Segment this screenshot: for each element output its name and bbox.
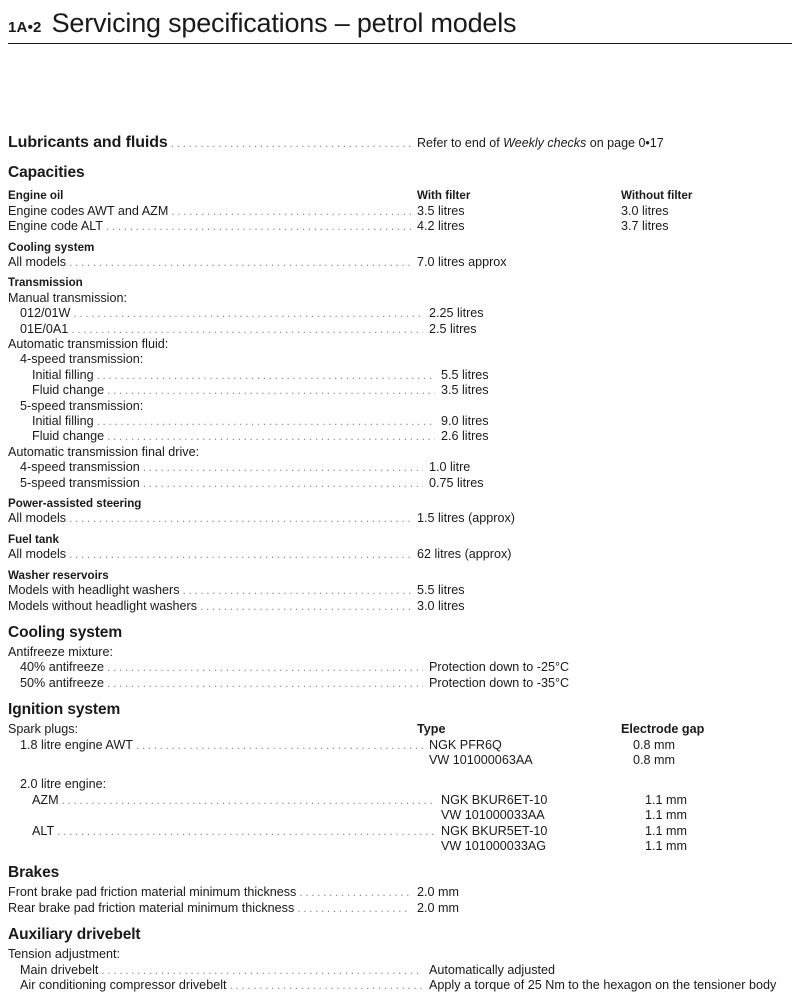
spec-label: Engine code ALT	[8, 219, 103, 234]
spec-row-cooling-system	[8, 240, 792, 255]
spec-label: Manual transmission:	[8, 290, 127, 305]
label-cell	[20, 306, 429, 321]
label-cell	[8, 337, 417, 352]
page-title: Servicing specifications – petrol models	[51, 8, 517, 38]
label-cell	[8, 532, 417, 547]
section-heading-label: Cooling system	[8, 623, 123, 641]
spec-row-5-speed-transmission	[8, 476, 800, 491]
label-cell	[20, 476, 429, 491]
spec-label: Washer reservoirs	[8, 568, 109, 582]
spec-label: Air conditioning compressor drivebelt	[20, 978, 227, 992]
spec-row-fluid-change	[8, 383, 800, 398]
spec-label: Models with headlight washers	[8, 583, 180, 598]
spec-row-manual-transmission	[8, 291, 792, 306]
label-cell	[32, 414, 441, 429]
spec-value-primary: With filter	[417, 189, 471, 203]
label-cell	[8, 240, 417, 255]
spec-value-secondary: 1.1 mm	[645, 823, 687, 838]
spec-label: All models	[8, 254, 67, 269]
spec-label: Fluid change	[32, 429, 105, 444]
spec-row-models-with-headlight-washers	[8, 583, 792, 598]
spec-label: All models	[8, 511, 67, 526]
spec-row-vw-101000063aa	[8, 753, 800, 768]
spec-value-primary: 9.0 litres	[441, 414, 489, 429]
label-cell	[8, 255, 417, 270]
spec-row-air-conditioning-compressor-drivebelt	[8, 978, 800, 993]
spec-value	[417, 133, 792, 154]
spec-label: Engine oil	[8, 189, 64, 203]
dot-leader	[71, 322, 423, 337]
spec-label: 4-speed transmission	[20, 460, 140, 475]
dot-leader	[183, 583, 411, 598]
dot-leader	[97, 368, 435, 383]
spec-row-4-speed-transmission	[8, 460, 800, 475]
spec-label: Automatic transmission final drive:	[8, 444, 200, 459]
dot-leader	[171, 133, 411, 154]
label-cell	[20, 660, 429, 675]
label-cell	[8, 291, 417, 306]
dot-leader	[106, 219, 411, 234]
label-cell	[8, 204, 417, 219]
label-cell	[32, 368, 441, 383]
spec-label: Initial filling	[32, 414, 94, 429]
spec-value-primary: 2.25 litres	[429, 306, 484, 321]
spec-label: Automatic transmission fluid:	[8, 337, 169, 351]
section-heading-label: Capacities	[8, 164, 85, 182]
label-cell	[8, 547, 417, 562]
spec-label: All models	[8, 547, 67, 562]
spec-row-engine-codes-awt-and-azm	[8, 204, 792, 219]
spec-value-primary: 1.5 litres (approx)	[417, 511, 515, 526]
label-cell	[8, 132, 417, 154]
spec-label: 50% antifreeze	[20, 675, 105, 690]
label-cell	[8, 901, 417, 916]
spec-value-primary: 2.0 mm	[417, 885, 459, 900]
label-cell	[20, 322, 429, 337]
dot-leader	[107, 383, 435, 398]
spec-row-engine-code-alt	[8, 219, 792, 234]
spec-row-antifreeze-mixture	[8, 645, 792, 660]
section-heading-label: Brakes	[8, 864, 60, 882]
spec-label: Lubricants and fluids	[8, 134, 168, 152]
label-cell	[8, 568, 417, 583]
dot-leader	[171, 204, 411, 219]
spec-row-spark-plugs	[8, 722, 792, 737]
spec-row-main-drivebelt	[8, 963, 800, 978]
dot-leader	[230, 978, 424, 993]
spec-value-secondary: 0.8 mm	[633, 752, 675, 767]
spec-label: Models without headlight washers	[8, 598, 198, 613]
spec-value-secondary: 1.1 mm	[645, 838, 687, 853]
spec-row-all-models	[8, 255, 792, 270]
spec-row-azm	[8, 793, 800, 808]
spec-value-secondary: 0.8 mm	[633, 737, 675, 752]
spec-label: 40% antifreeze	[20, 660, 105, 675]
spec-label: 5-speed transmission	[20, 475, 140, 490]
dot-leader	[297, 901, 411, 916]
spec-row-front-brake-pad-friction-material-minimum-thickness	[8, 885, 792, 900]
label-cell	[8, 947, 417, 962]
label-cell	[8, 722, 417, 737]
label-cell	[8, 885, 417, 900]
spec-row-fuel-tank	[8, 532, 792, 547]
dot-leader	[69, 255, 411, 270]
spec-value-secondary: 3.7 litres	[621, 219, 669, 234]
spec-row-transmission	[8, 275, 792, 290]
spec-value-primary: 4.2 litres	[417, 219, 465, 234]
spec-label: Fluid change	[32, 383, 105, 398]
spec-value-secondary: 1.1 mm	[645, 792, 687, 807]
section-heading-brakes	[8, 863, 792, 883]
spec-label: Transmission	[8, 276, 83, 290]
spec-value-primary: 62 litres (approx)	[417, 547, 512, 562]
spec-row-2-0-litre-engine	[8, 777, 800, 792]
spec-row-initial-filling	[8, 368, 800, 383]
spec-row-vw-101000033aa	[8, 808, 800, 823]
label-cell	[8, 496, 417, 511]
spec-value-primary: 5.5 litres	[417, 583, 465, 598]
spec-value-primary: NGK PFR6Q	[429, 737, 502, 752]
dot-leader	[101, 963, 423, 978]
spec-value-primary: 2.6 litres	[441, 429, 489, 444]
spec-value-primary: Protection down to -25°C	[429, 660, 570, 675]
spec-value-primary: 3.5 litres	[441, 383, 489, 398]
section-heading-label: Ignition system	[8, 701, 121, 719]
spec-value-primary: VW 101000033AG	[441, 838, 547, 853]
spec-label: Cooling system	[8, 240, 95, 254]
spec-label: Tension adjustment:	[8, 947, 121, 962]
dot-leader	[107, 429, 435, 444]
spec-value-secondary: 3.0 litres	[621, 203, 669, 218]
spec-value-secondary: 1.1 mm	[645, 808, 687, 823]
label-cell	[20, 352, 429, 367]
spec-label: Antifreeze mixture:	[8, 644, 113, 659]
spec-label: Spark plugs:	[8, 722, 79, 737]
label-cell	[32, 824, 441, 839]
spec-value-primary: VW 101000063AA	[429, 752, 533, 767]
spec-value-primary: NGK BKUR5ET-10	[441, 823, 548, 838]
spec-value-primary: Type	[417, 722, 446, 737]
dot-leader	[143, 460, 423, 475]
spec-row-automatic-transmission-fluid	[8, 337, 792, 352]
spec-value-primary: Automatically adjusted	[429, 962, 556, 977]
label-cell	[32, 793, 441, 808]
spec-value-primary: 7.0 litres approx	[417, 254, 507, 269]
spec-label: 1.8 litre engine AWT	[20, 737, 133, 752]
label-cell	[8, 275, 417, 290]
dot-leader	[200, 599, 411, 614]
label-cell	[8, 599, 417, 614]
dot-leader	[57, 824, 435, 839]
label-cell	[8, 445, 417, 460]
label-cell	[8, 188, 417, 203]
spec-value-primary: 2.0 mm	[417, 900, 459, 915]
spec-label: Main drivebelt	[20, 962, 99, 977]
dot-leader	[73, 306, 423, 321]
value-suffix: on page 0•17	[586, 136, 664, 151]
spec-row-engine-oil	[8, 188, 792, 203]
label-cell	[8, 163, 417, 183]
section-heading-label: Auxiliary drivebelt	[8, 926, 141, 944]
spec-label: 01E/0A1	[20, 321, 69, 336]
specifications-content	[8, 132, 792, 993]
section-heading-capacities	[8, 163, 792, 183]
sections-host	[8, 163, 792, 993]
spec-value-primary: Apply a torque of 25 Nm to the hexagon on the tensioner body	[429, 978, 777, 992]
page-folio: 1A•2	[8, 19, 42, 36]
dot-leader	[97, 414, 435, 429]
label-cell	[32, 429, 441, 444]
spec-label: 2.0 litre engine:	[20, 777, 107, 792]
label-cell	[20, 399, 429, 414]
label-cell	[8, 511, 417, 526]
label-cell	[8, 583, 417, 598]
dot-leader	[143, 476, 423, 491]
dot-leader	[107, 660, 423, 675]
value-prefix: Refer to end of	[417, 136, 504, 151]
spec-row-50-antifreeze	[8, 676, 800, 691]
spec-row-washer-reservoirs	[8, 568, 792, 583]
label-cell	[8, 623, 417, 643]
spec-row-012-01w	[8, 306, 800, 321]
spec-label: Power-assisted steering	[8, 497, 142, 511]
spec-row-4-speed-transmission	[8, 352, 800, 367]
spec-value-primary: NGK BKUR6ET-10	[441, 792, 548, 807]
spec-label: Front brake pad friction material minimum thickness	[8, 885, 297, 900]
label-cell	[20, 460, 429, 475]
spec-row-lubricants-and-fluids	[8, 132, 792, 154]
spec-label: Rear brake pad friction material minimum thickness	[8, 900, 295, 915]
spec-row-tension-adjustment	[8, 947, 792, 962]
spec-label: AZM	[32, 792, 59, 807]
spec-value-primary: 3.5 litres	[417, 203, 465, 218]
header-rule	[8, 43, 792, 44]
spec-value-primary: 2.5 litres	[429, 321, 477, 336]
section-capacities	[8, 163, 792, 614]
section-ignition-system	[8, 700, 792, 854]
spec-row-01e-0a1	[8, 322, 800, 337]
spec-label: 4-speed transmission:	[20, 352, 144, 367]
spec-value-primary: 3.0 litres	[417, 598, 465, 613]
spec-value-primary: 0.75 litres	[429, 475, 484, 490]
spec-label: Fuel tank	[8, 532, 59, 546]
label-cell	[8, 925, 417, 945]
spec-label: Initial filling	[32, 367, 94, 382]
label-cell	[32, 383, 441, 398]
spec-value-secondary: Without filter	[621, 189, 693, 203]
section-brakes	[8, 863, 792, 916]
label-cell	[20, 963, 429, 978]
spec-label: 012/01W	[20, 306, 71, 321]
section-heading-cooling-system	[8, 623, 792, 643]
spec-row-vw-101000033ag	[8, 839, 800, 854]
label-cell	[20, 777, 429, 792]
spec-row-40-antifreeze	[8, 660, 800, 675]
spec-row-1-8-litre-engine-awt	[8, 738, 800, 753]
section-auxiliary-drivebelt	[8, 925, 792, 993]
label-cell	[8, 700, 417, 720]
label-cell	[8, 863, 417, 883]
section-heading-ignition-system	[8, 700, 792, 720]
spec-row-all-models	[8, 547, 792, 562]
spec-row-power-assisted-steering	[8, 496, 792, 511]
spec-value-primary: 1.0 litre	[429, 460, 471, 475]
label-cell	[20, 978, 429, 993]
dot-leader	[136, 738, 423, 753]
spec-row-rear-brake-pad-friction-material-minimum-thickness	[8, 901, 792, 916]
spec-value-secondary: Electrode gap	[621, 722, 705, 737]
spec-label: ALT	[32, 823, 55, 838]
label-cell	[8, 645, 417, 660]
value-italic: Weekly checks	[503, 136, 587, 151]
spec-row-all-models	[8, 511, 792, 526]
label-cell	[8, 219, 417, 234]
spec-row-5-speed-transmission	[8, 399, 800, 414]
spec-value-primary: VW 101000033AA	[441, 808, 545, 823]
dot-leader	[299, 885, 411, 900]
dot-leader	[62, 793, 435, 808]
dot-leader	[107, 676, 423, 691]
dot-leader	[69, 547, 411, 562]
spec-row-fluid-change	[8, 429, 800, 444]
section-cooling-system	[8, 623, 792, 691]
page-header	[8, 0, 792, 37]
spec-row-models-without-headlight-washers	[8, 599, 792, 614]
label-cell	[20, 738, 429, 753]
label-cell	[20, 676, 429, 691]
dot-leader	[69, 511, 411, 526]
section-heading-auxiliary-drivebelt	[8, 925, 792, 945]
spec-label: 5-speed transmission:	[20, 398, 144, 413]
spec-row-automatic-transmission-final-drive	[8, 445, 792, 460]
spec-label: Engine codes AWT and AZM	[8, 203, 169, 218]
spec-row-alt	[8, 824, 800, 839]
spec-row-initial-filling	[8, 414, 800, 429]
spec-value-primary: Protection down to -35°C	[429, 675, 570, 690]
spec-value-primary: 5.5 litres	[441, 367, 489, 382]
